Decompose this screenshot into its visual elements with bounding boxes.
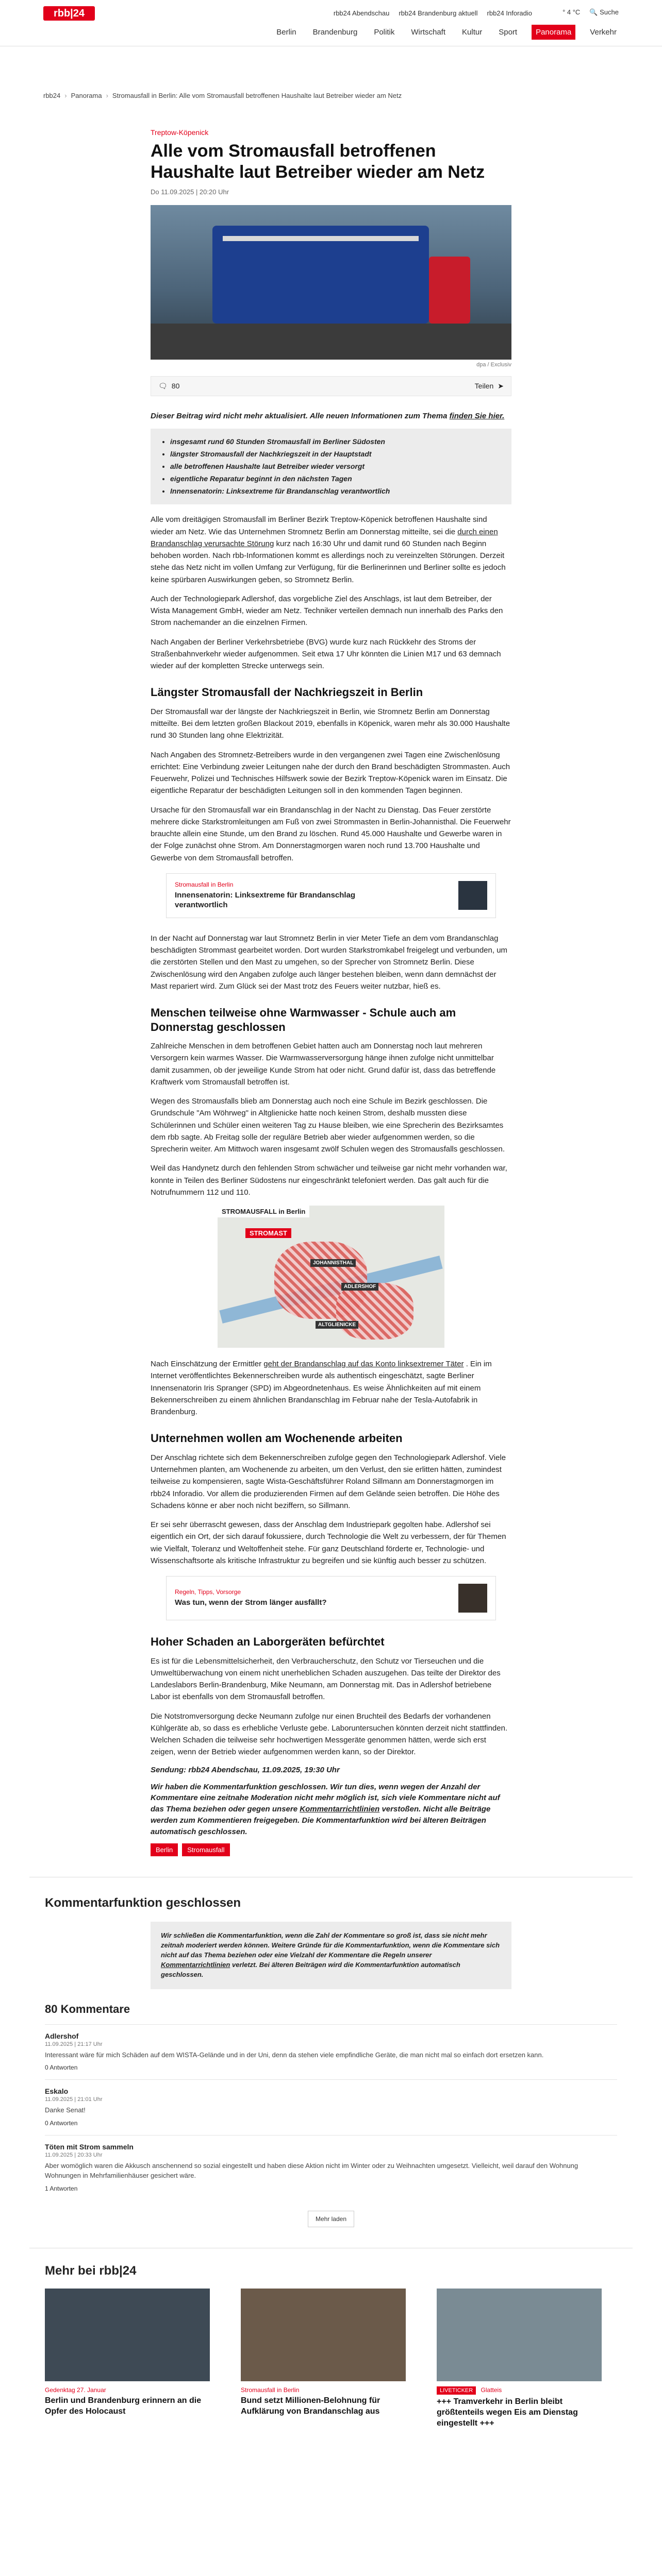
paragraph-text: Nach Einschätzung der Ermittler: [151, 1360, 262, 1369]
article: [151, 128, 511, 1856]
paragraph: Er sei sehr überrascht gewesen, dass der Anschlag dem Industriepark gegolten habe. Adlershof sei eigentlich ein Ort, der sich darauf fokussiere, durch Technologie die Welt zu verbessern, der für Themen wie Vielfalt, Toleranz und Weltoffenheit stehe. Für ganz Deutschland förderte er, Technologie- und Wissenschaftsorte als kritische Infrastruktur zu begreifen und sie künftig auch besser zu schützen.: [151, 1520, 506, 1565]
comment-answers-link[interactable]: 0 Antworten: [45, 2064, 78, 2072]
more-articles: [29, 2248, 633, 2429]
closing-text: verstoßen. Nicht alle Beiträge werden zum Kommentieren freigegeben. Die Kommentarfunktion wird bei älteren Beiträgen automatisch geschlossen.: [151, 1805, 491, 1836]
comments-section: [29, 1877, 633, 2227]
summary-item: • insgesamt rund 60 Stunden Stromausfall im Berliner Südosten: [170, 436, 502, 448]
weather-widget[interactable]: ° 4 °C: [562, 8, 581, 16]
article-card[interactable]: [45, 2289, 210, 2429]
comments-link[interactable]: [158, 382, 179, 391]
card-title: Bund setzt Millionen-Belohnung für Aufklärung von Brandanschlag aus: [241, 2396, 380, 2416]
paragraph: Wegen des Stromausfalls blieb am Donnerstag auch noch eine Schule im Bezirk geschlossen. Die Grundschule "Am Wöhrweg" in Altglienicke hatte noch keinen Strom, deshalb mussten diese Schülerinnen und Schüler einen weiteren Tag zu Hause bleiben, wie eine Sprecherin des Bezirksamtes dem rbb sagte. Ab Freitag solle der reguläre Betrieb aber wieder aufgenommen werden, so die Sprecherin weiter. Am Mittwoch waren insgesamt zwölf Schulen wegen des Stromausfalls geschlossen.: [151, 1097, 505, 1154]
comment-text: Danke Senat!: [45, 2106, 86, 2114]
notice-text: Dieser Beitrag wird nicht mehr aktualisiert. Alle neuen Informationen zum Thema: [151, 411, 448, 420]
comment-guidelines-link[interactable]: Kommentarrichtlinien: [300, 1805, 380, 1814]
teaser-label: Regeln, Tipps, Vorsorge: [175, 1588, 241, 1596]
teaser-thumbnail: [458, 881, 487, 910]
tag-berlin[interactable]: Berlin: [151, 1843, 178, 1856]
inline-link-linksextrem[interactable]: geht der Brandanschlag auf das Konto linksextremer Täter: [263, 1360, 464, 1369]
comment-author: Eskalo: [45, 2087, 69, 2096]
article-cards: [29, 2289, 633, 2429]
card-image: [437, 2289, 602, 2381]
section-heading: Hoher Schaden an Laborgeräten befürchtet: [151, 1635, 385, 1649]
teaser-title: Was tun, wenn der Strom länger ausfällt?: [175, 1598, 327, 1607]
article-card[interactable]: [241, 2289, 406, 2429]
paragraph: In der Nacht auf Donnerstag war laut Stromnetz Berlin in vier Meter Tiefe an dem vom Brandanschlag beschädigten Strommast gearbeitet worden. Dort wurden Starkstromkabel freigelegt und verbunden, um die zerstörten Stellen und den Mast zu umgehen, so der Sprecher von Stromnetz Berlin. Diese Zwischenlösung wird den Angaben zufolge auch länger bestehen bleiben, wenn dann demnächst der Mast repariert wird. Zum Glück sei der Mast trotz des Feuers weiter nutzbar, hieß es.: [151, 934, 508, 991]
card-label: Stromausfall in Berlin: [241, 2386, 300, 2394]
closing-text: Wir haben die Kommentarfunktion geschlossen. Wir tun dies, wenn wegen der Anzahl der Kommentare eine zeitnahe Moderation nicht mehr möglich ist, sich viele Kommentare nicht auf das Thema beziehen oder gegen unsere: [151, 1782, 500, 1814]
link-brandenburg-aktuell[interactable]: rbb24 Brandenburg aktuell: [399, 9, 478, 17]
paragraph: Nach Angaben des Stromnetz-Betreibers wurde in den vergangenen zwei Tagen eine Zwischenlösung errichtet: Eine Verbindung zweier Leitungen nahe der durch den Brand beschädigten Strommasten. Auch Feuerwehr, Polizei und Technisches Hilfswerk sowie der Bezirk Treptow-Köpenick waren im Einsatz. Die eigentliche Reparatur der beschädigten Leitungen soll in den kommenden Tagen beginnen.: [151, 750, 510, 795]
load-more-button[interactable]: Mehr laden: [308, 2211, 354, 2227]
comment-icon: 🗨: [158, 381, 168, 390]
comment-guidelines-link[interactable]: Kommentarrichtlinien: [161, 1960, 230, 1969]
paragraph: [151, 1358, 511, 1418]
comments-closed-notice: [151, 1782, 511, 1838]
fire-truck-graphic: [212, 226, 429, 324]
comment-item: [45, 2024, 617, 2080]
search-button[interactable]: [589, 8, 619, 16]
nav-panorama[interactable]: Panorama: [532, 25, 575, 40]
paragraph-text: Alle vom dreitägigen Stromausfall im Berliner Bezirk Treptow-Köpenick betroffenen Haushalte sind wieder am Netz. Wie das Unternehmen Stromnetz Berlin am Donnerstag mitteilte, sei die: [151, 515, 487, 536]
summary-list: [151, 429, 511, 504]
inline-link-brandanschlag[interactable]: durch einen Brandanschlag verursachte Störung: [151, 527, 498, 548]
info-text: verletzt. Bei älteren Beiträgen wird die Kommentarfunktion automatisch geschlossen.: [161, 1960, 460, 1978]
related-teaser[interactable]: [166, 873, 496, 918]
summary-item: • alle betroffenen Haushalte laut Betreiber wieder versorgt: [170, 461, 502, 473]
truck-cab-graphic: [429, 257, 470, 324]
nav-wirtschaft[interactable]: Wirtschaft: [411, 28, 446, 37]
summary-item: • Innensenatorin: Linksextreme für Brandanschlag verantwortlich: [170, 485, 502, 498]
breadcrumb: [43, 92, 662, 99]
rbb24-logo[interactable]: rbb|24: [43, 6, 95, 21]
card-title: Berlin und Brandenburg erinnern an die Opfer des Holocaust: [45, 2396, 202, 2416]
article-card[interactable]: [437, 2289, 602, 2429]
comment-answers-link[interactable]: 0 Antworten: [45, 2120, 78, 2127]
card-title: +++ Tramverkehr in Berlin bleibt größtenteils wegen Eis am Dienstag eingestellt +++: [437, 2397, 578, 2428]
card-image: [45, 2289, 210, 2381]
image-credit: dpa / Exclusiv: [476, 361, 511, 368]
nav-kultur[interactable]: Kultur: [462, 28, 483, 37]
program-links: [334, 9, 532, 17]
header-tools: [562, 8, 619, 16]
paragraph: Weil das Handynetz durch den fehlenden Strom schwächer und teilweise gar nicht mehr vorhanden war, konnte in Teilen des Berliner Südostens nur eingeschränkt telefoniert werden. Das galt auch für die Notrufnummern 112 und 110.: [151, 1164, 507, 1197]
paragraph: Zahlreiche Menschen in dem betroffenen Gebiet hatten auch am Donnerstag noch laut mehreren Versorgern kein warmes Wasser. Die Warmwasserversorgung hänge ihnen zufolge nicht unmittelbar damit zusammen, ob der jeweilige Kunde Strom hat oder nicht. Grund dafür ist, dass das betreffende Kraftwerk vom Stromausfall betroffen ist.: [151, 1042, 496, 1087]
tag-list: [151, 1843, 511, 1856]
truck-ladder-graphic: [223, 236, 419, 241]
nav-verkehr[interactable]: Verkehr: [590, 28, 617, 37]
map-place-adlershof: ADLERSHOF: [341, 1283, 378, 1291]
card-label-row: [437, 2386, 602, 2395]
outage-map: [218, 1206, 444, 1348]
paragraph: Die Notstromversorgung decke Neumann zufolge nur einen Bruchteil des Bedarfs der vorhandenen Kühlgeräte ab, so dass es erhebliche Verluste gebe. Laboruntersuchen könnten derzeit nicht stattfinden. Welchen Schaden die teilweise sehr hochwertigen Messgeräte genommen hätten, werde sich erst zeigen, wenn der Betrieb wieder aufgenommen werden kann, so der Direktor.: [151, 1711, 508, 1757]
related-teaser[interactable]: [166, 1576, 496, 1620]
comment-count: 80 Kommentare: [45, 2002, 130, 2015]
section-heading: Unternehmen wollen am Wochenende arbeiten: [151, 1432, 403, 1445]
breadcrumb-home[interactable]: rbb24: [43, 92, 61, 99]
article-date: Do 11.09.2025 | 20:20 Uhr: [151, 188, 229, 196]
liveticker-badge: LIVETICKER: [437, 2386, 476, 2395]
breadcrumb-separator: ›: [106, 92, 108, 99]
paragraph: Der Stromausfall war der längste der Nachkriegszeit in Berlin, wie Stromnetz Berlin am Donnerstag mitteilte. Bei dem letzten großen Blackout 2019, ebenfalls in Köpenick, waren mehr als 30.000 Haushalte rund 30 Stunden lang ohne Elektrizität.: [151, 707, 510, 740]
breadcrumb-separator: ›: [64, 92, 67, 99]
card-label: Glatteis: [481, 2386, 502, 2394]
map-label-strommast: STROMAST: [245, 1228, 291, 1238]
comment-item: [45, 2135, 617, 2200]
comment-date: 11.09.2025 | 20:33 Uhr: [45, 2152, 103, 2159]
comments-info-box: [151, 1922, 511, 1989]
main-navigation: [274, 25, 619, 40]
nav-brandenburg[interactable]: Brandenburg: [312, 28, 358, 37]
breadcrumb-current: Stromausfall in Berlin: Alle vom Stromausfall betroffenen Haushalte laut Betreiber wieder am Netz: [112, 92, 402, 99]
paragraph: Der Anschlag richtete sich dem Bekennerschreiben zufolge gegen den Technologiepark Adlershof. Viele Unternehmen planten, am Wochenende zu arbeiten, um den Verlust, den sie erlitten hätten, zumindest teilweise zu kompensieren, sagte Wista-Geschäftsführer Roland Sillmann am Donnerstagmorgen im rbb24 Inforadio. Vor allem die produzierenden Firmen auf dem Gelände seien betroffen. Die Höhe des Schadens könne er aber noch nicht beziffern, so Sillmann.: [151, 1453, 506, 1510]
map-place-johannisthal: JOHANNISTHAL: [310, 1259, 356, 1267]
comment-date: 11.09.2025 | 21:17 Uhr: [45, 2041, 103, 2047]
notice-link[interactable]: finden Sie hier.: [449, 411, 505, 420]
search-label: Suche: [600, 8, 619, 16]
teaser-text: [175, 1588, 327, 1608]
teaser-title: Innensenatorin: Linksextreme für Brandanschlag verantwortlich: [175, 890, 356, 910]
summary-item: • längster Stromausfall der Nachkriegszeit in der Hauptstadt: [170, 448, 502, 461]
comment-text: Aber womöglich waren die Akkusch anschennend so sozial eingestellt und haben diese Aktion nicht im Winter oder zu Weihnachten umgesetzt. Vielleicht, weil darauf den Wohnung Wohnungen in Mehrfamilienhäuser gesichert wäre.: [45, 2162, 578, 2180]
more-articles-title: Mehr bei rbb|24: [45, 2263, 137, 2278]
paragraph: Es ist für die Lebensmittelsicherheit, den Verbraucherschutz, den Schutz vor Tierseuchen und die Umweltüberwachung von einem nicht unerheblichen Schaden auszugehen. Das teilte der Direktor des Landeslabors Berlin-Brandenburg, Mike Neumann, am Donnerstag mit. Das in Adlershof betriebene Labor ist ebenfalls von dem Stromausfall betroffen.: [151, 1656, 501, 1702]
comments-section-title: Kommentarfunktion geschlossen: [45, 1896, 241, 1910]
update-notice: [151, 411, 511, 422]
social-bar: [151, 376, 511, 396]
nav-politik[interactable]: Politik: [374, 28, 395, 37]
paragraph: [151, 514, 511, 586]
comment-text: Interessant wäre für mich Schäden auf dem WISTA-Gelände und in der Uni, denn da stehen viele empfindliche Geräte, die man nicht mal so einfach dort ersetzen kann.: [45, 2050, 544, 2059]
paragraph-text: . Ein im Internet veröffentlichtes Bekennerschreiben wurde als authentisch eingeschätzt, sagte Berliner Innensenatorin Iris Spranger (SPD) im Abgeordnetenhaus. Es weise Ähnlichkeiten auf mit einem Bekennerschreiben zu einem ähnlichen Brandanschlag im Februar nahe der Tesla-Autofabrik in Brandenburg.: [151, 1360, 492, 1417]
article-headline: Alle vom Stromausfall betroffenen Haushalte laut Betreiber wieder am Netz: [151, 141, 485, 182]
paragraph: Nach Angaben der Berliner Verkehrsbetriebe (BVG) wurde kurz nach Rückkehr des Stroms der Straßenbahnverkehr wieder aufgenommen. Seit etwa 17 Uhr könnten die Linien M17 und 63 demnach wieder auf der kompletten Strecke unterwegs sein.: [151, 637, 501, 671]
share-label: Teilen: [474, 382, 494, 391]
info-text: Wir schließen die Kommentarfunktion, wenn die Zahl der Kommentare so groß ist, dass sie nicht mehr zeitnah moderiert werden können. Weitere Gründe für die Kommentarfunktion, wenn die Kommentare sich nicht auf das Thema beziehen oder eine Vielzahl der Kommentare die Regeln unserer: [161, 1931, 500, 1959]
card-label: Gedenktag 27. Januar: [45, 2386, 106, 2394]
article-overline: Treptow-Köpenick: [151, 128, 209, 137]
comment-author: Adlershof: [45, 2031, 79, 2040]
tag-stromausfall[interactable]: Stromausfall: [182, 1843, 229, 1856]
teaser-label: Stromausfall in Berlin: [175, 880, 234, 888]
search-icon: 🔍: [589, 8, 598, 16]
street-graphic: [151, 324, 511, 360]
link-inforadio[interactable]: rbb24 Inforadio: [487, 9, 532, 17]
hero-image: [151, 205, 511, 360]
broadcast-source: Sendung: rbb24 Abendschau, 11.09.2025, 19:30 Uhr: [151, 1765, 340, 1774]
teaser-text: [175, 881, 391, 910]
comment-date: 11.09.2025 | 21:01 Uhr: [45, 2096, 103, 2103]
share-icon: ➤: [498, 381, 504, 390]
comment-item: [45, 2079, 617, 2135]
link-abendschau[interactable]: rbb24 Abendschau: [333, 9, 390, 17]
site-header: [0, 0, 662, 46]
outage-area: [336, 1283, 413, 1340]
comments-count: 80: [171, 382, 180, 391]
card-image: [241, 2289, 406, 2381]
teaser-thumbnail: [458, 1584, 487, 1613]
nav-berlin[interactable]: Berlin: [276, 28, 296, 37]
comment-answers-link[interactable]: 1 Antworten: [45, 2184, 78, 2192]
paragraph: Auch der Technologiepark Adlershof, das vorgebliche Ziel des Anschlags, ist laut dem Betreiber, der Wista Management GmbH, wieder am Netz. Techniker verteilen demnach nun innerhalb des Parks den Strom nachemander an die einzelnen Firmen.: [151, 594, 503, 628]
comment-author: Töten mit Strom sammeln: [45, 2143, 134, 2151]
section-heading: Längster Stromausfall der Nachkriegszeit in Berlin: [151, 686, 423, 699]
breadcrumb-panorama[interactable]: Panorama: [71, 92, 102, 99]
nav-sport[interactable]: Sport: [499, 28, 518, 37]
map-banner: STROMAUSFALL in Berlin: [218, 1206, 309, 1217]
summary-item: • eigentliche Reparatur beginnt in den nächsten Tagen: [170, 473, 502, 485]
paragraph: Ursache für den Stromausfall war ein Brandanschlag in der Nacht zu Dienstag. Das Feuer zerstörte mehrere dicke Starkstromleitungen am Fuß von zwei Strommasten in Berlin-Johannisthal. Die Feuerwehr brauchte allein eine Stunde, um den Brand zu löschen. Rund 45.000 Haushalte und Gewerbe waren in der Folge zunächst ohne Strom. Am Donnerstagmorgen waren noch rund 13.700 Haushalte und Gewerbe von dem Stromausfall betroffen.: [151, 805, 511, 862]
share-button[interactable]: [475, 382, 504, 391]
paragraph-text: kurz nach 16:30 Uhr und damit rund 60 Stunden nach Beginn behoben worden. Nach rbb-Informationen kommt es allerdings noch zu vereinzelten Störungen. Derzeit stehe das Netz nicht im vollen Umfang zur Verfügung, für die Berlinerinnen und Berliner sollte es jedoch keine spürbaren Auswirkungen geben, so Stromnetz Berlin.: [151, 539, 506, 584]
map-place-altglienicke: ALTGLIENICKE: [316, 1321, 358, 1329]
section-heading: Menschen teilweise ohne Warmwasser - Schule auch am Donnerstag geschlossen: [151, 1006, 456, 1033]
